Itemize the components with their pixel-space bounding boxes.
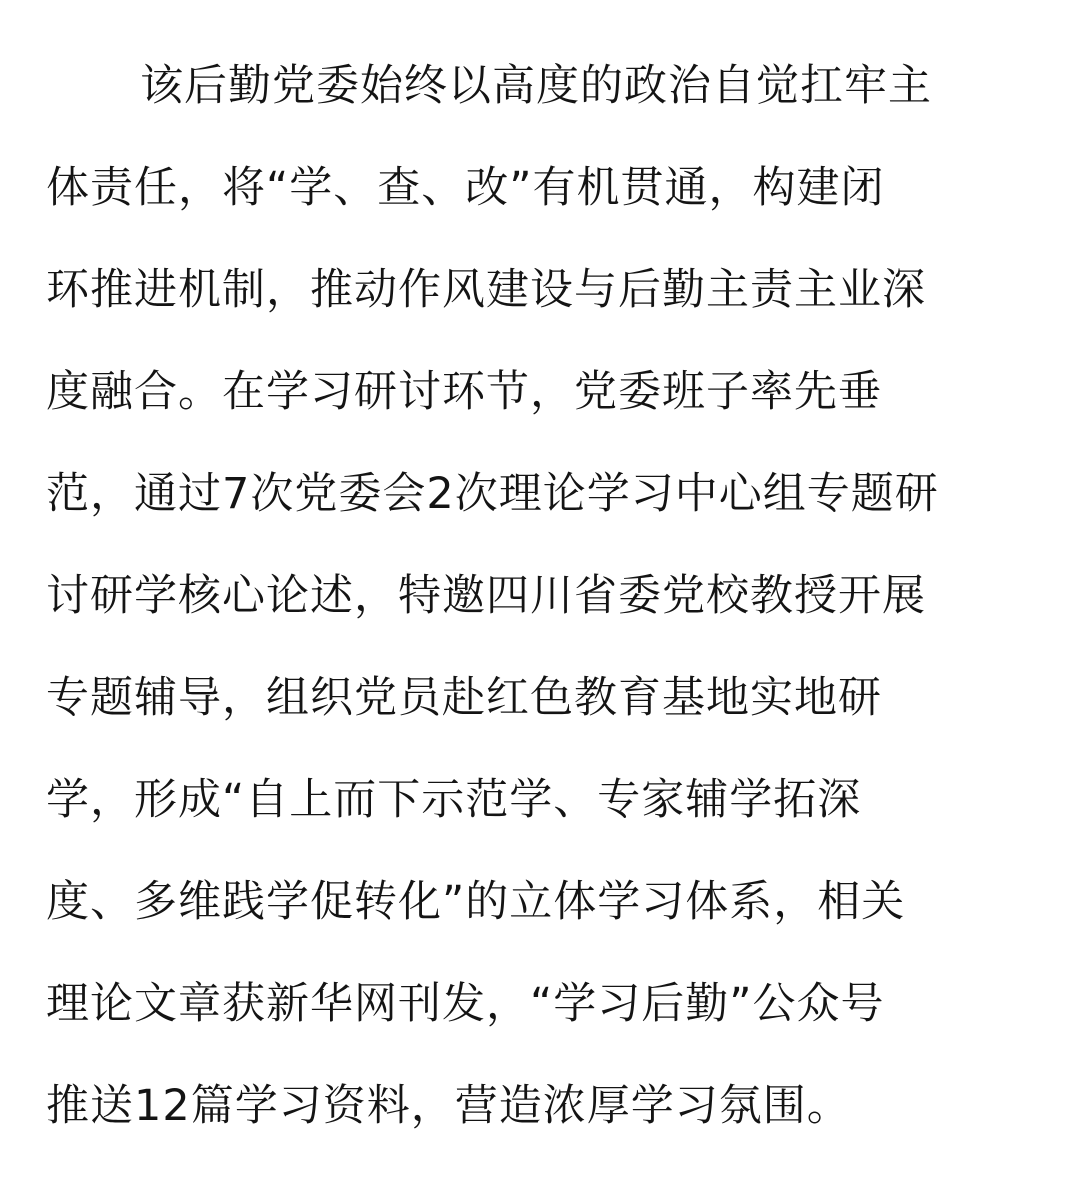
paragraph-line-6: 讨研学核心论述，特邀四川省委党校教授开展 xyxy=(46,571,926,621)
paragraph-line-4: 度融合。在学习研讨环节，党委班子率先垂 xyxy=(46,367,882,417)
paragraph-line-7: 专题辅导，组织党员赴红色教育基地实地研 xyxy=(46,673,882,723)
paragraph-line-2: 体责任，将“学、查、改”有机贯通，构建闭 xyxy=(46,163,885,213)
paragraph-line-8: 学，形成“自上而下示范学、专家辅学拓深 xyxy=(46,775,862,825)
paragraph-line-10: 理论文章获新华网刊发，“学习后勤”公众号 xyxy=(46,979,885,1029)
paragraph-line-3: 环推进机制，推动作风建设与后勤主责主业深 xyxy=(46,265,926,315)
paragraph-line-9: 度、多维践学促转化”的立体学习体系，相关 xyxy=(46,877,906,927)
paragraph-line-1: 该后勤党委始终以高度的政治自觉扛牢主 xyxy=(140,61,932,111)
paragraph-line-5: 范，通过7次党委会2次理论学习中心组专题研 xyxy=(46,469,939,519)
paragraph-line-11: 推送12篇学习资料，营造浓厚学习氛围。 xyxy=(46,1081,851,1131)
